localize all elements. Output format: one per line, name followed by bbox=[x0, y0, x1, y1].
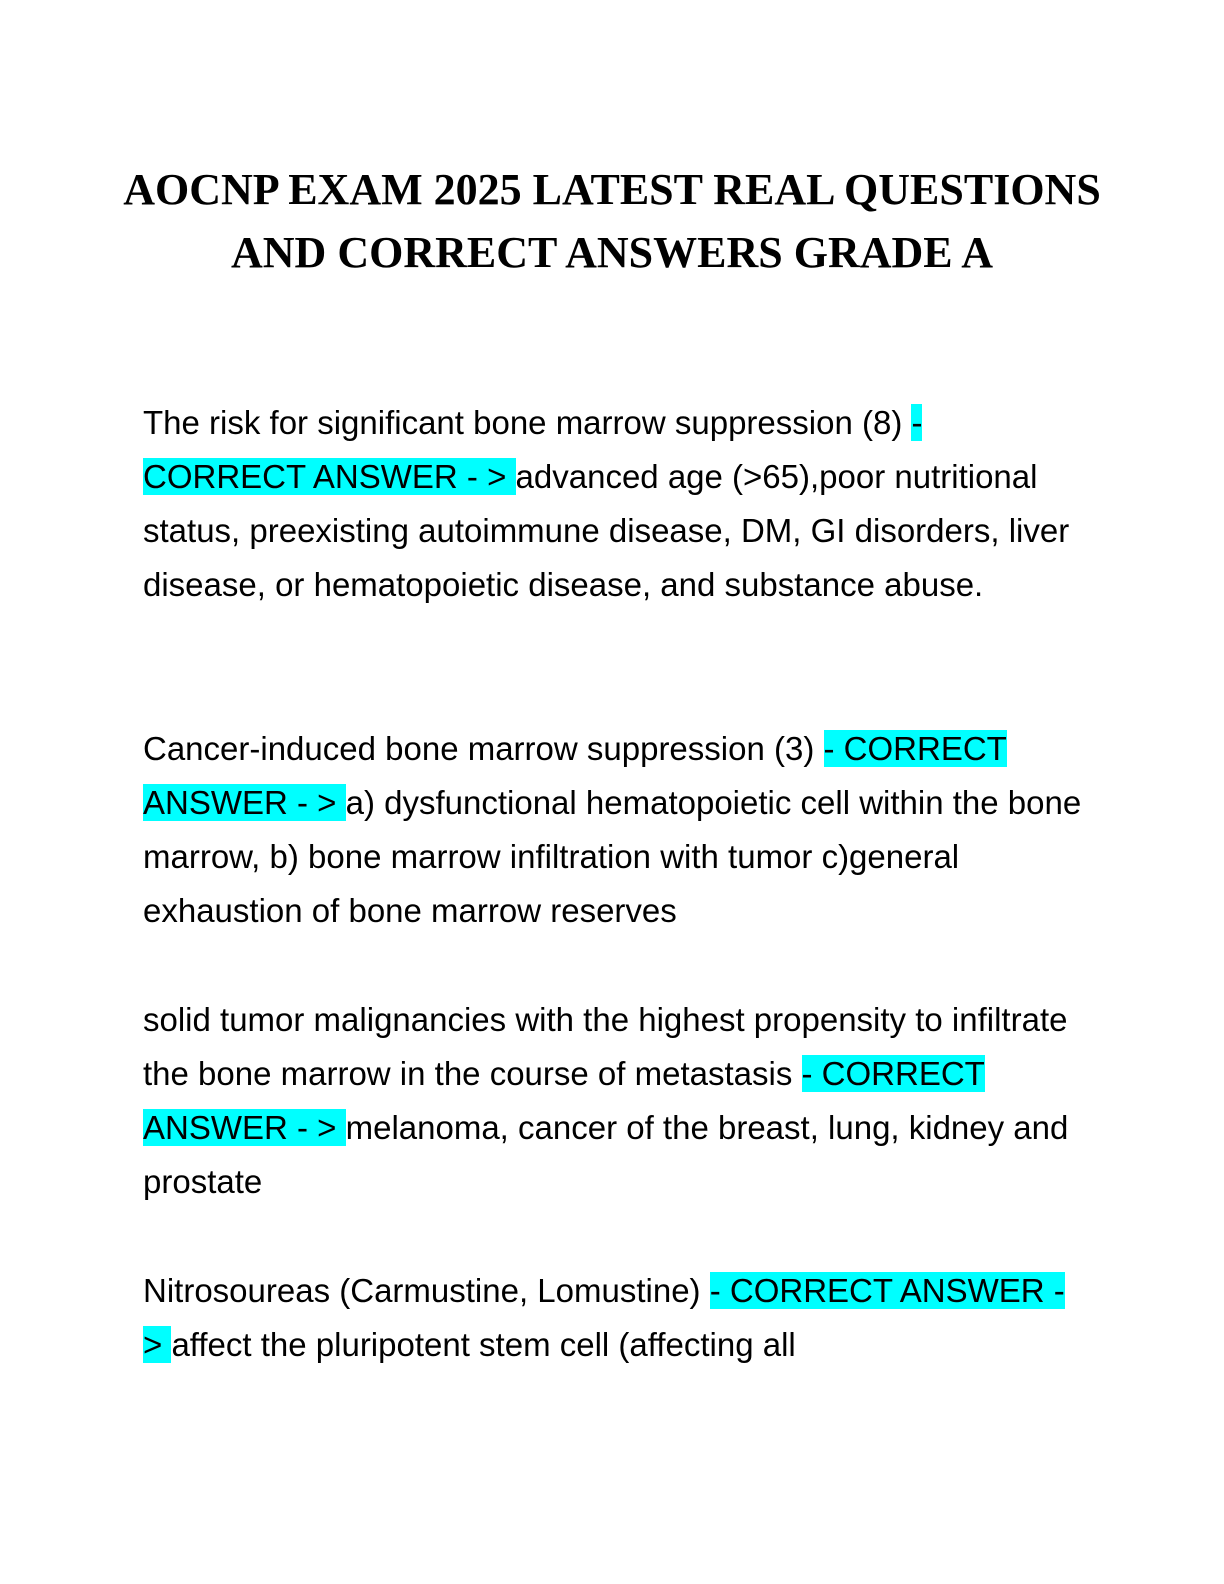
qa-item bbox=[143, 993, 1083, 1209]
qa-item bbox=[143, 722, 1083, 938]
qa-item bbox=[143, 396, 1083, 612]
answer: advanced age (>65),poor nutritional status, preexisting autoimmune disease, DM, GI disorders, liver disease, or hematopoietic disease, and substance abuse. bbox=[143, 458, 1070, 603]
answer: melanoma, cancer of the breast, lung, kidney and prostate bbox=[143, 1109, 1069, 1200]
question: Cancer-induced bone marrow suppression (3) bbox=[143, 730, 824, 767]
document-title: AOCNP EXAM 2025 LATEST REAL QUESTIONS AND CORRECT ANSWERS GRADE A bbox=[123, 165, 1101, 277]
answer-marker: - CORRECT ANSWER - > bbox=[143, 1055, 985, 1146]
question: The risk for significant bone marrow suppression (8) bbox=[143, 404, 912, 441]
answer-marker: - CORRECT ANSWER - > bbox=[143, 730, 1007, 821]
question: solid tumor malignancies with the highest propensity to infiltrate the bone marrow in the course of metastasis bbox=[143, 1001, 1068, 1092]
question: Nitrosoureas (Carmustine, Lomustine) bbox=[143, 1272, 710, 1309]
answer-marker: - CORRECT ANSWER - > bbox=[143, 1272, 1065, 1363]
answer: a) dysfunctional hematopoietic cell within the bone marrow, b) bone marrow infiltration with tumor c)general exhaustion of bone marrow reserves bbox=[143, 784, 1082, 929]
answer: affect the pluripotent stem cell (affecting all bbox=[171, 1326, 796, 1363]
answer-marker: - CORRECT ANSWER - > bbox=[143, 404, 923, 495]
qa-item bbox=[143, 1264, 1083, 1372]
